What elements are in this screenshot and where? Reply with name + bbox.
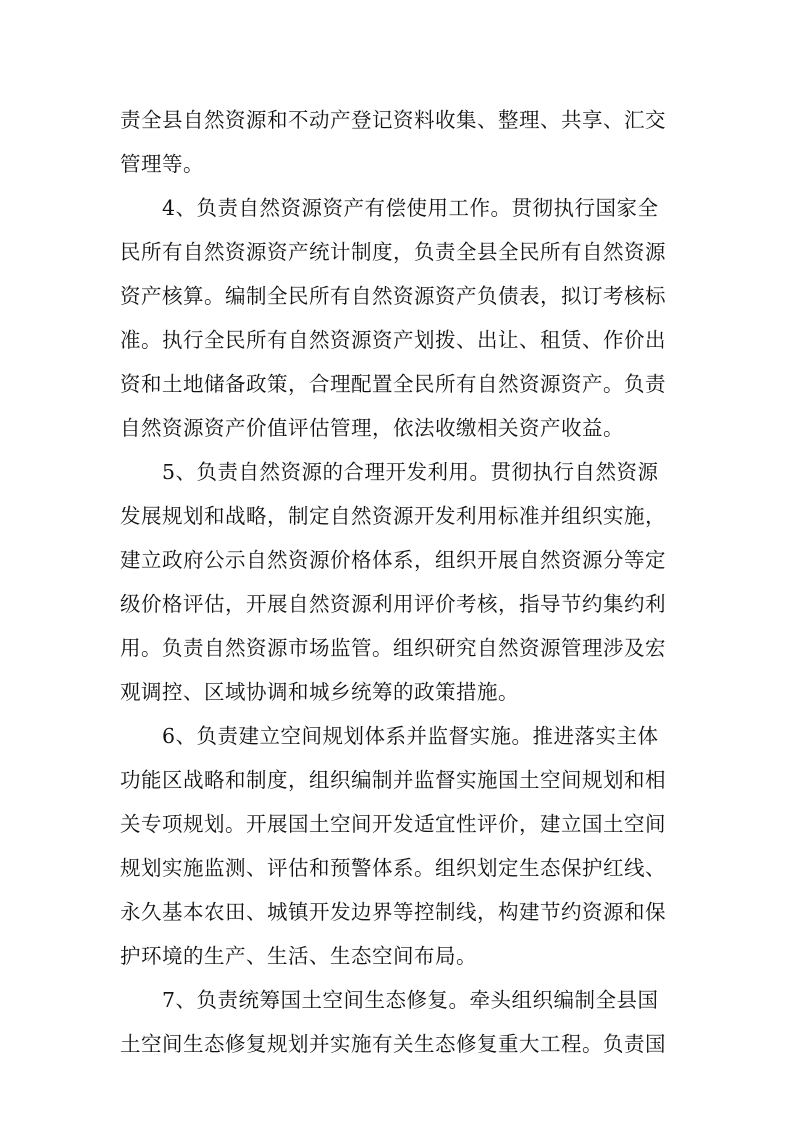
text-line: 护环境的生产、生活、生态空间布局。 bbox=[120, 944, 477, 968]
text-line: 永久基本农田、城镇开发边界等控制线，构建节约资源和保 bbox=[120, 900, 666, 924]
paragraph-start-line: 6、负责建立空间规划体系并监督实施。推进落实主体 bbox=[162, 724, 659, 748]
text-line: 发展规划和战略，制定自然资源开发利用标准并组织实施， bbox=[120, 504, 666, 528]
text-line: 责全县自然资源和不动产登记资料收集、整理、共享、汇交 bbox=[120, 108, 666, 132]
paragraph-start-line: 5、负责自然资源的合理开发利用。贯彻执行自然资源 bbox=[162, 460, 659, 484]
text-line: 级价格评估，开展自然资源利用评价考核，指导节约集约利 bbox=[120, 592, 666, 616]
text-line: 关专项规划。开展国土空间开发适宜性评价，建立国土空间 bbox=[120, 812, 666, 836]
paragraph-start-line: 7、负责统筹国土空间生态修复。牵头组织编制全县国 bbox=[162, 988, 659, 1012]
text-line: 资产核算。编制全民所有自然资源资产负债表，拟订考核标 bbox=[120, 284, 666, 308]
text-line: 规划实施监测、评估和预警体系。组织划定生态保护红线、 bbox=[120, 856, 666, 880]
text-line: 土空间生态修复规划并实施有关生态修复重大工程。负责国 bbox=[120, 1032, 666, 1056]
text-line: 观调控、区域协调和城乡统筹的政策措施。 bbox=[120, 680, 519, 704]
text-line: 功能区战略和制度，组织编制并监督实施国土空间规划和相 bbox=[120, 768, 666, 792]
text-line: 准。执行全民所有自然资源资产划拨、出让、租赁、作价出 bbox=[120, 328, 666, 352]
text-line: 建立政府公示自然资源价格体系，组织开展自然资源分等定 bbox=[120, 548, 666, 572]
text-line: 民所有自然资源资产统计制度，负责全县全民所有自然资源 bbox=[120, 240, 666, 264]
text-line: 自然资源资产价值评估管理，依法收缴相关资产收益。 bbox=[120, 416, 624, 440]
text-line: 用。负责自然资源市场监管。组织研究自然资源管理涉及宏 bbox=[120, 636, 666, 660]
text-line: 管理等。 bbox=[120, 152, 204, 176]
text-line: 资和土地储备政策，合理配置全民所有自然资源资产。负责 bbox=[120, 372, 666, 396]
paragraph-start-line: 4、负责自然资源资产有偿使用工作。贯彻执行国家全 bbox=[162, 196, 659, 220]
document-body bbox=[120, 98, 676, 1066]
